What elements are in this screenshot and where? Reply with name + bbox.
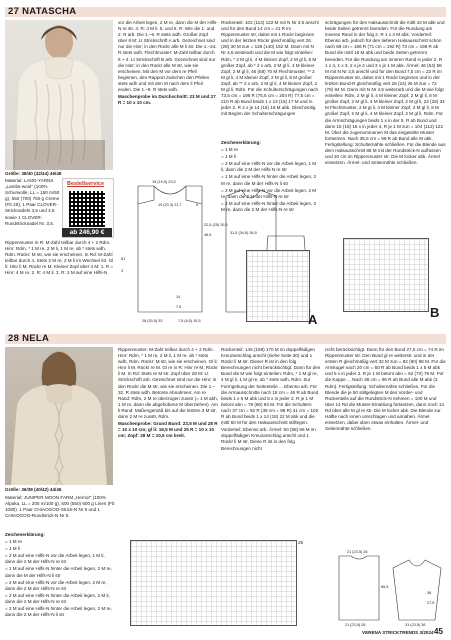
chart-B bbox=[343, 238, 429, 312]
price-badge: ab 246,90 € bbox=[62, 228, 112, 237]
chart-row-label: 28 bbox=[298, 540, 304, 545]
schem1-label: 7,5 (8,5) 15,5 bbox=[178, 319, 201, 323]
col2-patterns-natascha bbox=[118, 20, 218, 173]
schem1-label: 3 bbox=[121, 269, 124, 273]
page-number: 45 bbox=[434, 627, 443, 636]
legend-title: Zeichenerklärung: bbox=[5, 532, 45, 537]
schem1-label: 5 bbox=[196, 203, 199, 207]
legend-item: = 2 M auf eine Hilfs-N hinter die Arbeit legen, 2 M li, dann die 2 M der Hilfs-N re str bbox=[5, 592, 110, 604]
material-natascha bbox=[5, 178, 61, 234]
legend-natascha bbox=[221, 140, 319, 268]
schem2-label: 21 (23,5) 26 bbox=[347, 550, 368, 554]
gauge-nela: Maschenprobe: Grund Bund: 23,5 M und 28 R = 10 x 10 cm; gl li: 19,5 M und 25 R = 10 x 10 cm; Zopf: 28 M = 10,5 cm breit. bbox=[118, 421, 218, 439]
pattern-text-nela: Rippenmuster: M-Zahl teilbar durch 4 + 2 Rdm. Hinr: Rdm, * 1 M re, 2 M li, 1 M re, ab * stets wdh, Rdm. Rückr: M str, wie sie erscheinen. Gl li: Hinr li M, Rückr re M. Gl re in R: Hinr re M, Rückr li M. In Rd: Stets re M str. Zopf über 28 M: Lt Strickschrift arb. Gezeichnet sind nur die Hinr; in den Rückr die M str, wie sie erscheinen. Die 1.–32. R stets wdh. Betonte Abnahmen: Am re Rand: Rdm, 2 M re überzogen zusstr (= 1 M abh, 1 M re, dann die abgehobene M überziehen). Am li Rand: Maßengemäß bis auf die letzten 3 M str, dann 2 M re zusstr, Rdm. bbox=[118, 347, 218, 420]
col1-patterns bbox=[5, 240, 115, 332]
back-instructions-nela: Rückenteil: 146 (158) 170 M im doppelfädigen Kreuzanschlag anschl (siehe Seite 30) und 1 Rückr li M str. Dieser R ist in den folg Berechnungen nicht berücksichtigt. Dann für den Bund die M wie folgt einteilen: Rdm, * 1 M gl re, 4 M gl li, 1 M gl re, ab * stets wdh, Rdm. Zur Formgebung der Seitenteile ... Ebenso arb. Für die Armausschnitte nach 18 cm = 46 R ab Bund beids 1 x 5 M abk und 5 x in jeder 2. R je 1 M betont abn = 78 (86) 94 M. Für die Schultern nach 37 cm = 92 R (39 cm = 98 R) 41 cm = 102 R ab Bund beids 1 x 14 (18) 22 M abk und die mittl 50 M für den Halsausschnitt stilllegen. bbox=[221, 347, 321, 426]
legend-item: = 2 M auf eine Hilfs-N vor die Arbeit legen, 2 M re, dann die 2 M der Hilfs-N re str bbox=[221, 187, 317, 199]
section-banner-natascha bbox=[5, 7, 446, 17]
chart-B-label: B bbox=[430, 305, 440, 320]
schem1-label: 28 (30,5) 33 bbox=[142, 319, 163, 323]
col4-natascha bbox=[325, 20, 446, 232]
legend-item: = 1 M li bbox=[5, 546, 20, 552]
material-text: Material: JUNIPER MOON FARM „Herriot" (100% Alpaka, LL = 200 m/100 g), 500 (550) 600 g Linen (Fb 1080). 1 Paar CHIAOGOO-Strick-N Nr 5 und 1 CHIAOGOO-Rundstrick-N Nr 5. bbox=[5, 495, 115, 519]
legend-title: Zeichenerklärung: bbox=[221, 140, 261, 145]
schem2-label: 38 bbox=[427, 591, 432, 595]
schematic-nela bbox=[325, 548, 446, 628]
schem1-label: 81 bbox=[121, 257, 126, 261]
pattern-text: Rippenmuster in R: M-Zahl teilbar durch 4 + 2 Rdm. Hinr: Rdm, * 1 M re, 2 M li, 1 M re, ab * stets wdh, Rdm. Rückr: M str, wie sie erscheinen. In Rd: M-Zahl teilbar durch 4. Stets 2 M re, 2 M li im Wechsel str. Gl li: Hinr li M, Rückr re M. Kleiner Zopf über 4 M: 1. R = Hinr: 4 M re. 2. R: 4 M li. 3. R: 2 M auf eine Hilfs-N bbox=[5, 240, 114, 276]
chart-A bbox=[246, 250, 310, 322]
order-service-title: Bestellservice bbox=[67, 181, 104, 187]
back-instructions: Rückenteil: 102 (114) 122 M mit N Nr 3,5 anschl und für den Bund 14 cm = 41 R im Rippenmuster str, dabei mit 1 Rückr beginnen und in der letzten Rückr gleichmäßig vert 26 (28) 30 M zun = 128 (140) 152 M. Dann mit N Nr 4,5 weiterarb und die M wie folgt einteilen: Rdm, * 2 M gl li, 4 M kleiner Zopf, 2 M gl li, 8 M großer Zopf, ab * 2 x arb, 2 M gl li, 4 M kleiner Zopf, 2 M gl li, 46 (58) 70 M Flechtmuster, ** 2 M gl li, 4 M kleiner Zopf, 2 M gl li, 8 M großer Zopf, ab ** 2 x arb, 2 M gl li, 4 M kleiner Zopf, 2 M gl li, Rdm. Für die Schulterschrägungen nach 73,5 cm = 198 R (75,5 cm = 204 R) 77,5 cm = 210 R ab Bund beids 1 x 13 (15) 17 M und in jeder 2. R 2 x je 14 (16) 18 M abk. Gleichzeitig mit Beginn der Schulterschrägungen bbox=[221, 20, 319, 117]
schem1-label: 31,5 (34,5) 36,5 bbox=[230, 231, 257, 235]
legend-item: = 1 M auf eine Hilfs-N hinter die Arbeit legen, 2 M re, dann die M der Hilfs-N li str bbox=[5, 566, 112, 578]
section-banner-nela bbox=[5, 334, 446, 344]
pattern-text-2: vor die Arbeit legen, 2 M re, dann die M der Hilfs-N re str. 4. R: 4 M li. 5. und 6. R: Wie die 1. und 2. R arb. Die 1.–6. R stets wdh. Großer Zopf über 8 M: Lt Strickschrift A arb. Gezeichnet sind nur die Hinr; in den Rückr alle M li str. Die 1.–24. R stets wdh. Flechtmuster: M-Zahl teilbar durch 6 + 4. Lt Strickschrift B arb. Gezeichnet sind nur die Hinr; in den Rückr alle M str, wie sie erscheinen. Mit den M vor dem re Pfeil beginnen, den Rapport zwischen den Pfeilen stets wdh und mit den M nach dem li Pfeil enden. Die 1.–8. R stets wdh. bbox=[118, 20, 218, 93]
legend-item: = 1 M auf eine Hilfs-N hinter die Arbeit legen, 2 M re, dann die M der Hilfs-N li str bbox=[221, 174, 317, 186]
chart-A-label: A bbox=[308, 312, 318, 327]
material-nela bbox=[5, 495, 115, 529]
legend-item: = 1 M re bbox=[5, 539, 22, 545]
legend-item: = 2 M auf eine Hilfs-N vor die Arbeit legen, 2 M re, dann die 2 M der Hilfs-N re str bbox=[5, 579, 107, 591]
schem1-label: 22,5 (25) 26,5 bbox=[204, 223, 228, 227]
legend-item: = 2 M auf eine Hilfs-N hinter die Arbeit legen, 2 M re, dann die 2 M der Hilfs-N li str bbox=[5, 606, 112, 618]
schem1-label: 14 bbox=[176, 295, 181, 299]
col3-back-nela bbox=[221, 347, 321, 487]
col3-back-natascha bbox=[221, 20, 319, 138]
legend-nela bbox=[5, 532, 115, 632]
schem2-label: 31 (23,5) 36 bbox=[405, 623, 426, 627]
sweater-photo-natascha bbox=[5, 20, 113, 170]
legend-item: = 1 M re bbox=[221, 147, 238, 153]
schem1-label: 48,5 bbox=[204, 233, 212, 237]
front-sleeve-instructions: schrägungen für den Halsausschnitt die mittl 42 M abk und beide Seiten getrennt beenden. Für die Rundung am inneren Rand in der folg 2. R 1 x 2 M abk. Vorderteil: Ebenso arb, jedoch für den tieferen Halsausschnitt schon nach 69 cm = 186 R (71 cm = 192 R) 73 cm = 198 R ab Bund die mittl 18 M abk und beide Seiten getrennt beenden. Für die Rundung am inneren Rand in jeder 2. R 1 x 4, 1 x 3, 2 x je 2 und 3 x je 1 M abk. Ärmel: 46 (54) 58 M mit N Nr 3,5 anschl und für den Bund 7,5 cm = 23 R im Rippenmuster str, dabei mit 1 Rückr beginnen und in der letzten Bund-R gleichmäßig vert 26 (24) 26 M zun = 72 (78) 84 M. Dann mit N Nr 4,5 weiterarb und die M wie folgt einteilen: Rdm, 2 M gl li, 4 M kleiner Zopf, 2 M gl li, 8 M großer Zopf, 2 M gl li, 4 M kleiner Zopf, 2 M gl li, 22 (28) 34 M Flechtmuster, 2 M gl li, 4 M kleiner Zopf, 2 M gl li, 8 M großer Zopf, 2 M gl li, 4 M kleiner Zopf, 2 M gl li, Rdm. Für die Armschrägungen beids 1 x in der 5. R ab Bund und dann 15 (18) 18 x in jeder 4. R je 1 M zun = 104 (112) 122 M. Über die zugenommenen M das eingeteilte Muster fortsetzen. Nach 35,5 cm = 96 R ab Bund alle M abk. Fertigstellung: Schulternähte schließen. Für die Blende aus dem Halsausschnitt 88 M mit der Rundstrick-N auffassen und 20 cm im Rippenmuster str. Die M locker abk. Ärmel einsetzen. Ärmel- und Seitennähte schließen. bbox=[325, 20, 446, 166]
gauge-natascha: Maschenprobe im Durchschnitt: 23 M und 27 R = 10 x 10 cm. bbox=[118, 94, 216, 106]
finishing-nela: nicht berücksichtigt. Dann für den Bund 27,5 cm = 74 R im Rippenmuster str. Den Bund gl re weiterstr. und in der ersten R gleichmäßig vert 32 M zun = 82 (90) 98 M. Für die Armkugel nach 20 cm = 50 R ab Bund beids 1 x 5 M abk und 5 x in jeder 2. R je 1 M betont abn = 62 (70) 78 M. Für die Kappe ... Nach 38 cm = 96 R ab Bund alle M abk (3 Rdm). Fertigstellung: Schulternähte schließen. Für die Blende die je 50 stillgelegten M des Vorder- und Rückenteils auf die Rundstrick-N nehmen = 100 M und über 14 Rd die Muster-Einteilung fortsetzen, dann noch 14 Rd über alle M gl re str. Die M locker abk. Die Blende zur Hälfte nach innen umschlagen und annähen. Ärmel einsetzen, dabei oben etwas einhalten. Ärmel- und Seitennähte schließen. bbox=[325, 347, 446, 432]
schem2-label: 66,5 bbox=[381, 585, 389, 589]
sizes-natascha: Größe: 38/40 (42/44) 46/48 bbox=[5, 171, 62, 176]
legend-item: = 2 M auf eine Hilfs-N vor die Arbeit legen, 1 M li, dann die 2 M der Hilfs-N re str bbox=[221, 161, 317, 173]
legend-item: = 1 M li bbox=[221, 154, 236, 160]
sizes-nela: Größe: 36/38 (40/42) 44/46 bbox=[5, 487, 62, 492]
schem2-label: 27,5 bbox=[427, 601, 435, 605]
qr-code[interactable] bbox=[69, 191, 105, 227]
footer-magazine: VERENA STRICKTRENDS 3/2024 bbox=[362, 630, 434, 635]
col2-patterns-nela bbox=[118, 347, 218, 495]
schem1-label: 19 (20,3) 21,7 bbox=[158, 203, 182, 207]
cable-chart-nela bbox=[130, 540, 297, 626]
schem2-label: 21 (23,5) 26 bbox=[345, 623, 366, 627]
legend-item: = 2 M auf eine Hilfs-N vor die Arbeit legen, 1 M li, dann die 2 M der Hilfs-N re str bbox=[5, 553, 105, 565]
section-title: 27 NATASCHA bbox=[8, 6, 77, 17]
sweater-photo-nela bbox=[5, 347, 113, 485]
schem1-label: 16 (19,5) 23,5 bbox=[152, 180, 176, 184]
section-title: 28 NELA bbox=[8, 333, 50, 344]
legend-item: = 2 M auf eine Hilfs-N hinter die Arbeit legen, 2 M re, dann die 2 M der Hilfs-N re str bbox=[221, 200, 317, 212]
schem1-label: 7,5 bbox=[176, 305, 182, 309]
material-text: Material: LANG-YARNS „Lambs-wool" (100% Schurwolle, LL = 150 m/50 g), 650 (700) 750 g Creme (Fb 26); 1 Paar CLOVER-Stricknadeln 3,5 und 4,5 sowie 1 CLOVER-Rundstricknadel Nr. 3,5. bbox=[5, 178, 60, 226]
col4-nela bbox=[325, 347, 446, 547]
front-sleeve-nela: Vorderteil: Ebenso arb. Ärmel: 50 (58) 66 M im doppelfädigen Kreuzanschlag anschl und 1 Rückr li M str. Diese R ist in den folg Berechnungen nicht bbox=[221, 427, 316, 451]
